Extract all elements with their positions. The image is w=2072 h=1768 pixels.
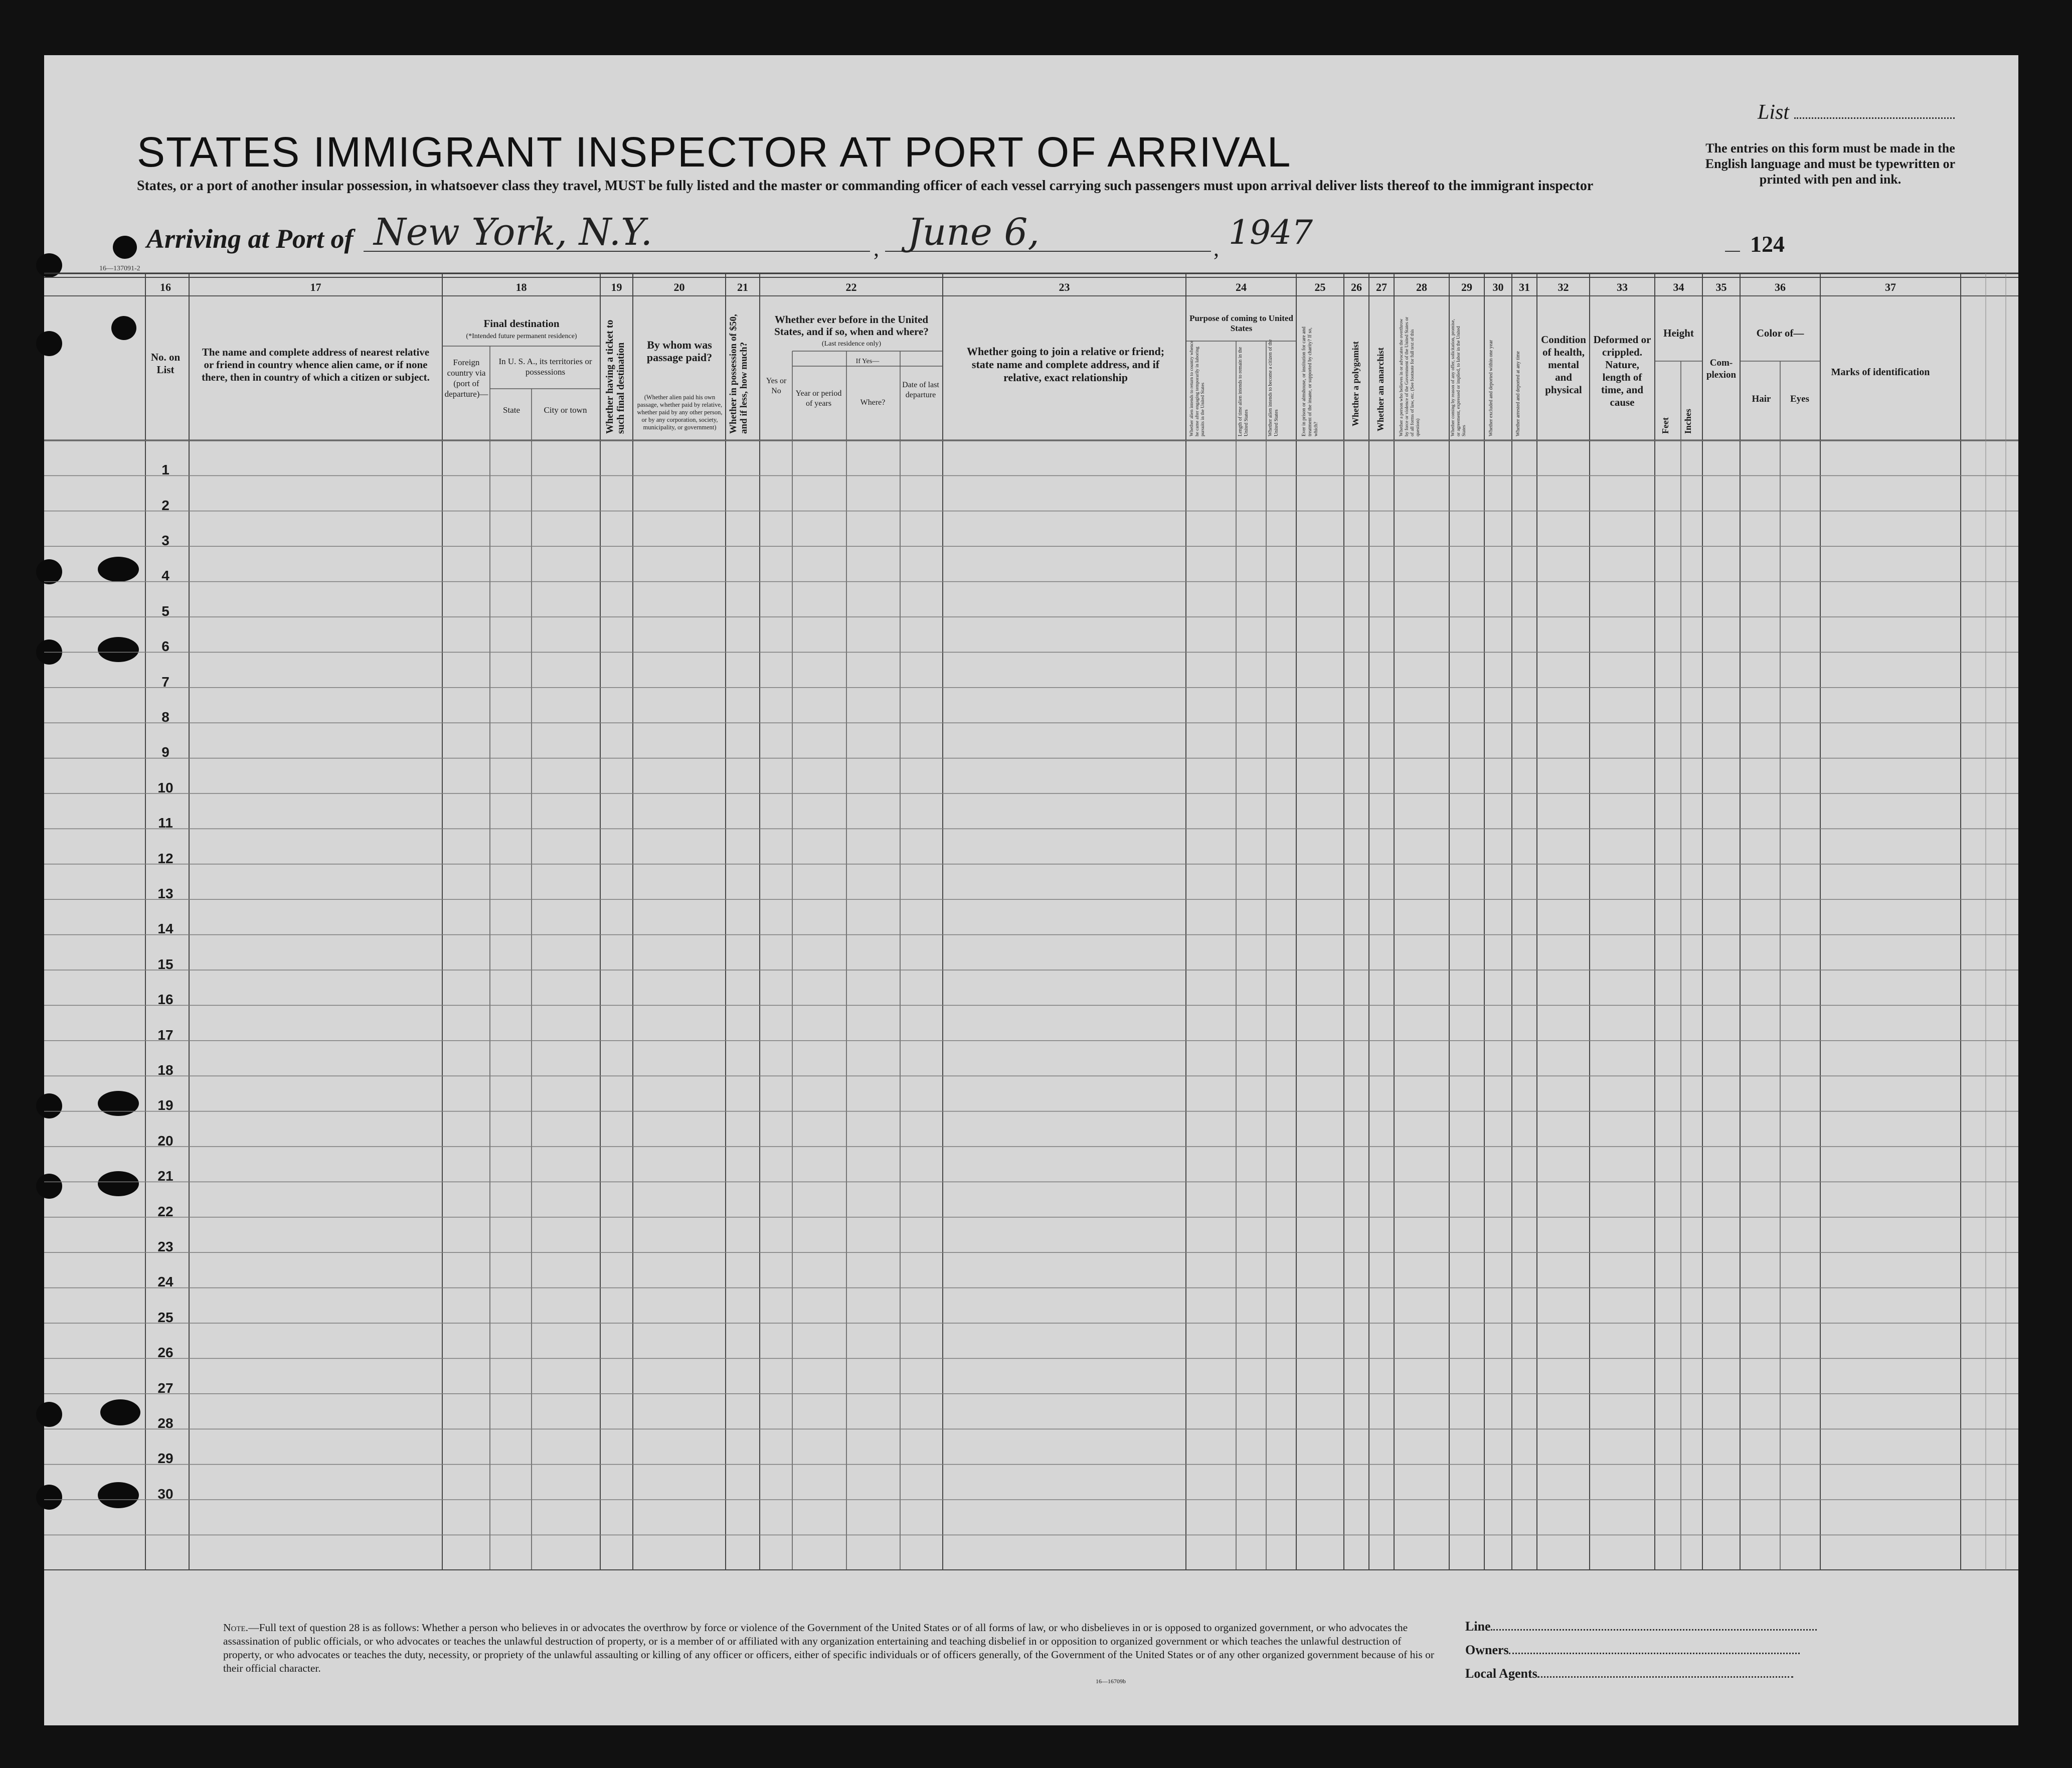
header-state: State [503,405,520,415]
row-number: 2 [161,497,169,513]
header-color-of: Color of— [1756,327,1804,339]
row-number: 20 [157,1133,174,1149]
row-number: 26 [157,1345,174,1361]
header-where: Where? [860,398,886,407]
line-label: Line [1465,1619,1491,1634]
col-number: 27 [1376,281,1387,293]
col-number: 19 [611,281,622,293]
arrival-label: Arriving at Port of [146,224,354,254]
arrival-year: 1947 [1229,213,1313,252]
header-arrested: Whether arrested and deported at any time [1515,351,1521,436]
header-foreign-country: Foreign country via (port of departure)— [444,358,488,399]
footnote-code: 16—16709b [1096,1678,1126,1685]
row-number: 6 [161,638,169,655]
row-number: 28 [157,1415,174,1431]
row-number: 24 [157,1274,174,1290]
header-hair: Hair [1752,394,1771,404]
col-number: 17 [310,281,321,293]
footnote-text: —Full text of question 28 is as follows: Whether a person who believes in or advocates the overthrow by force or violence of the Government of the United States or of all forms of law, or who disbelieves in or is opposed to organized government, or who advocates the assassination of public officials, or who advocates or teaches the unlawful destruction of property, or is a member of or affiliated with any organization entertaining and teaching disbelief in or opposition to organized government or which teaches the unlawful destruction of property, or who advocates or teaches the duty, necessity, or propriety of the unlawful assaulting or killing of any officer or officers, either of specific individuals or of officers generally, of the Government of the United States or of any other organized government because of his or their official character. [223,1622,1435,1674]
row-number: 14 [157,921,174,937]
col-number: 26 [1351,281,1362,293]
col-number: 33 [1617,281,1628,293]
row-number: 19 [157,1097,174,1113]
header-height: Height [1663,327,1694,339]
footnote [223,1621,1437,1675]
header-passage-note: (Whether alien paid his own passage, whether paid by relative, whether paid by any other person, or by any corporation, society, municipality, or government) [637,394,723,431]
col-number: 36 [1775,281,1786,293]
row-number: 18 [157,1062,174,1078]
row-number: 11 [158,815,173,831]
header-ticket: Whether having a ticket to such final destination [604,319,626,434]
header-city: City or town [544,405,587,415]
col-number: 25 [1314,281,1326,293]
header-labor-offer: Whether coming by reason of any offer, solicitation, promise, or agreement, expressed or implied, to labor in the United States [1451,319,1467,436]
form-code: 16—137091-2 [99,265,140,272]
header-fifty-dollars: Whether in possession of $50, and if less, how much? [728,314,749,434]
header-year-period: Year or period of years [795,389,842,408]
col-number: 34 [1673,281,1684,293]
col-number: 30 [1492,281,1504,293]
col-number: 23 [1059,281,1070,293]
col-number: 16 [160,281,171,293]
comma: , [874,236,879,261]
col-number: 37 [1885,281,1896,293]
row-number: 3 [161,533,169,548]
header-ever-before: Whether ever before in the United States, and if so, when and where? [774,313,929,338]
form-title: STATES IMMIGRANT INSPECTOR AT PORT OF ARRIVAL [137,128,1292,176]
header-nearest-relative: The name and complete address of nearest relative or friend in country whence alien came, or if none there, then in country of which a citizen or subject. [202,346,430,383]
header-feet: Feet [1660,417,1670,434]
owners-label: Owners [1465,1643,1509,1657]
col-number: 20 [673,281,685,293]
header-in-usa: In U. S. A., its territories or possessions [498,357,592,377]
col-number: 24 [1236,281,1247,293]
header-health: Condition of health, mental and physical [1541,334,1586,396]
row-number: 1 [161,462,169,478]
row-number: 5 [161,603,169,619]
row-number: 7 [161,674,169,690]
list-field: List [1758,100,1955,124]
row-number: 12 [157,850,174,866]
col-number: 35 [1715,281,1727,293]
row-number: 25 [157,1309,174,1325]
header-anarchist: Whether an anarchist [1375,347,1386,431]
header-final-destination: Final destination [483,317,560,330]
row-number: 9 [161,744,169,760]
arrival-port: New York, N.Y. [374,211,653,254]
header-date-last-departure: Date of last departure [902,381,939,399]
header-complexion: Com-plexion [1706,358,1737,380]
col-number: 28 [1416,281,1427,293]
header-marks: Marks of identification [1831,367,1930,378]
line-field [1465,1619,1817,1634]
form-instructions: The entries on this form must be made in the English language and must be typewritten or printed with pen and ink. [1705,141,1956,187]
row-number: 17 [157,1027,174,1043]
header-last-residence: (Last residence only) [821,340,882,348]
row-number: 13 [157,886,174,901]
row-number: 4 [161,568,169,584]
comma: , [1214,236,1219,261]
header-purpose-citizen: Whether alien intends to become a citizen of the United States [1268,339,1279,436]
arrival-date: June 6, [908,211,1040,254]
col-number: 31 [1519,281,1530,293]
header-purpose-return: Whether alien intends to return to country whence he came after engaging temporarily in laboring pursuits in the United States [1189,341,1205,436]
header-yes-no: Yes or No [766,377,787,395]
agents-field [1465,1666,1793,1681]
header-eyes: Eyes [1790,394,1809,404]
agents-label: Local Agents [1465,1666,1537,1681]
footnote-lead: Note. [223,1622,249,1634]
header-final-destination-sub: (*Intended future permanent residence) [466,333,577,340]
col-number: 29 [1461,281,1472,293]
header-purpose: Purpose of coming to United States [1189,313,1293,333]
row-number: 16 [157,992,174,1008]
header-if-yes: If Yes— [855,358,880,365]
row-number: 29 [157,1451,174,1467]
row-number: 23 [157,1239,174,1254]
header-prison: Ever in prison or almshouse, or institution for care and treatment of the insane, or supported by charity? If so, which? [1301,327,1319,436]
row-number: 10 [157,779,174,795]
form-subtitle: States, or a port of another insular possession, in whatsoever class they travel, MUST be fully listed and the master or commanding officer of each vessel carrying such passengers must upon arrival deliver lists thereof to the immigrant inspector [137,178,1594,194]
row-number: 21 [157,1168,174,1184]
header-polygamist: Whether a polygamist [1350,341,1360,426]
header-join-relative: Whether going to join a relative or friend; state name and complete address, and if relative, exact relationship [966,345,1165,384]
row-number: 30 [157,1486,174,1502]
header-inches: Inches [1683,408,1693,434]
row-number: 22 [157,1203,174,1219]
col-number: 22 [845,281,857,293]
header-excluded: Whether excluded and deported within one year [1488,340,1494,436]
row-number: 8 [161,709,169,725]
header-overthrow: Whether a person who believes in or advocates the overthrow by force or violence of the Government of the United States or of all forms of law, etc. (See footnote for full text of this question) [1399,316,1421,436]
header-purpose-length: Length of time alien intends to remain in the United States [1238,347,1249,436]
col-number: 18 [515,281,527,293]
col-number: 21 [737,281,748,293]
sheet-number: 124 [1750,231,1785,257]
header-passage-paid: By whom was passage paid? [646,339,713,364]
row-number: 15 [157,956,174,972]
header-no-on-list: No. on List [150,351,181,376]
header-deformed: Deformed or crippled. Nature, length of time, and cause [1593,334,1651,408]
row-number: 27 [157,1380,174,1396]
col-number: 32 [1558,281,1569,293]
owners-field [1465,1643,1800,1658]
